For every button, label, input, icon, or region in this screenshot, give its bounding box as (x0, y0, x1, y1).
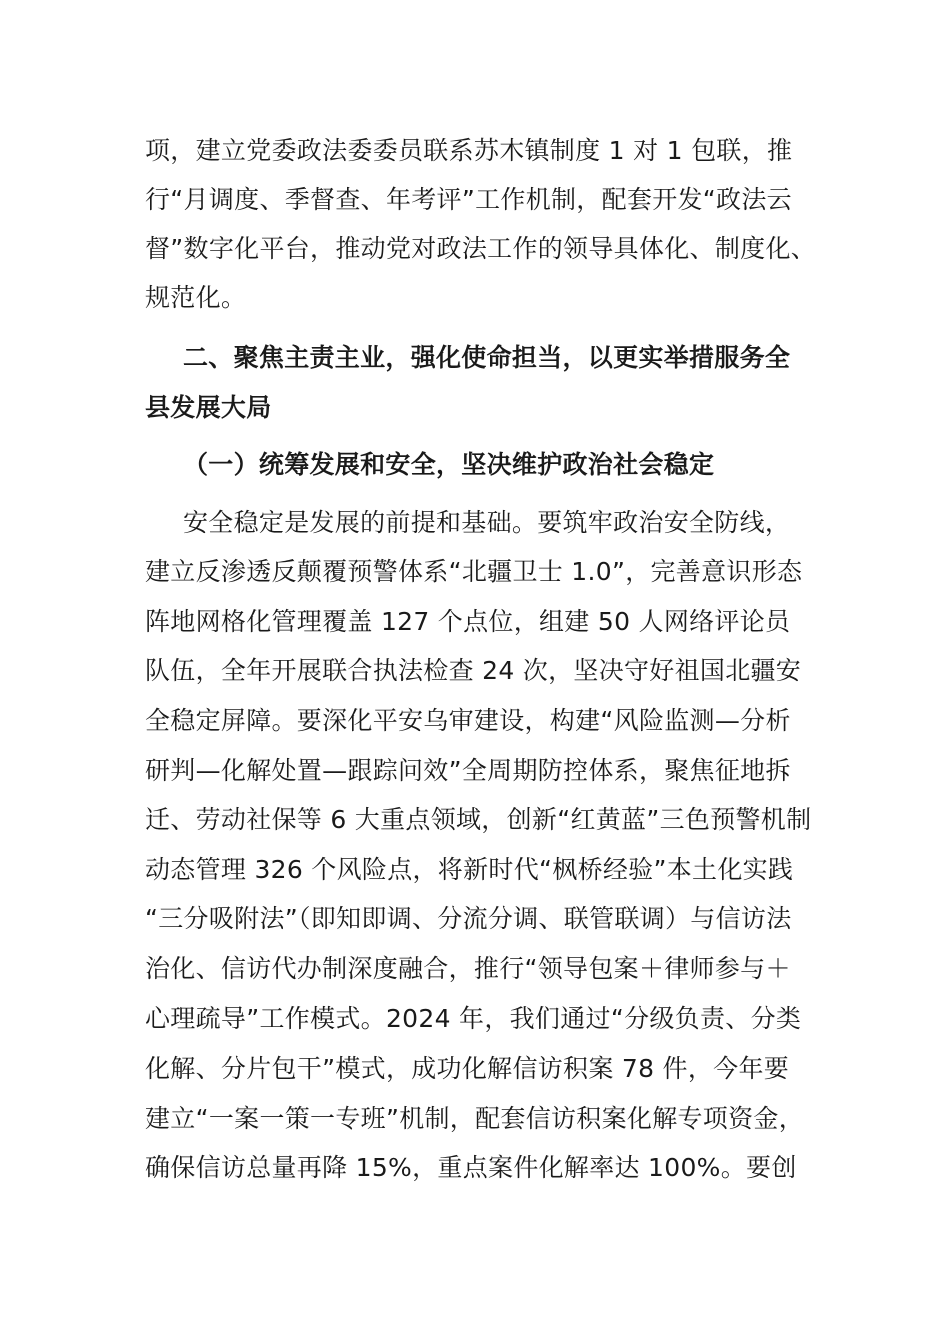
paragraph-line: 全稳定屏障。要深化平安乌审建设，构建“风险监测—分析 (145, 706, 791, 735)
paragraph-line: 迁、劳动社保等 6 大重点领域，创新“红黄蓝”三色预警机制 (145, 805, 812, 834)
paragraph-line: 建立“一案一策一专班”机制，配套信访积案化解专项资金， (145, 1104, 805, 1133)
paragraph-line: “三分吸附法”（即知即调、分流分调、联管联调）与信访法 (145, 904, 792, 933)
paragraph-line: 治化、信访代办制深度融合，推行“领导包案＋律师参与＋ (145, 954, 791, 983)
paragraph-line: 阵地网格化管理覆盖 127 个点位，组建 50 人网络评论员 (145, 607, 791, 636)
section-heading: 二、聚焦主责主业，强化使命担当，以更实举措服务全 (183, 343, 791, 372)
paragraph-line: 队伍，全年开展联合执法检查 24 次，坚决守好祖国北疆安 (145, 656, 802, 685)
paragraph-line: 行“月调度、季督查、年考评”工作机制，配套开发“政法云 (145, 185, 792, 214)
paragraph-line: 规范化。 (145, 283, 247, 312)
subsection-heading: （一）统筹发展和安全，坚决维护政治社会稳定 (183, 450, 715, 479)
paragraph-line: 安全稳定是发展的前提和基础。要筑牢政治安全防线， (183, 508, 791, 537)
paragraph-line: 确保信访总量再降 15%，重点案件化解率达 100%。要创 (145, 1153, 797, 1182)
paragraph-line: 化解、分片包干”模式，成功化解信访积案 78 件，今年要 (145, 1054, 790, 1083)
paragraph-line: 督”数字化平台，推动党对政法工作的领导具体化、制度化、 (145, 234, 817, 263)
paragraph-line: 建立反渗透反颠覆预警体系“北疆卫士 1.0”，完善意识形态 (145, 557, 803, 586)
paragraph-line: 项，建立党委政法委委员联系苏木镇制度 1 对 1 包联，推 (145, 136, 793, 165)
paragraph-line: 动态管理 326 个风险点，将新时代“枫桥经验”本土化实践 (145, 855, 794, 884)
section-heading: 县发展大局 (145, 393, 272, 422)
paragraph-line: 心理疏导”工作模式。2024 年，我们通过“分级负责、分类 (145, 1004, 802, 1033)
paragraph-line: 研判—化解处置—跟踪问效”全周期防控体系，聚焦征地拆 (145, 756, 791, 785)
